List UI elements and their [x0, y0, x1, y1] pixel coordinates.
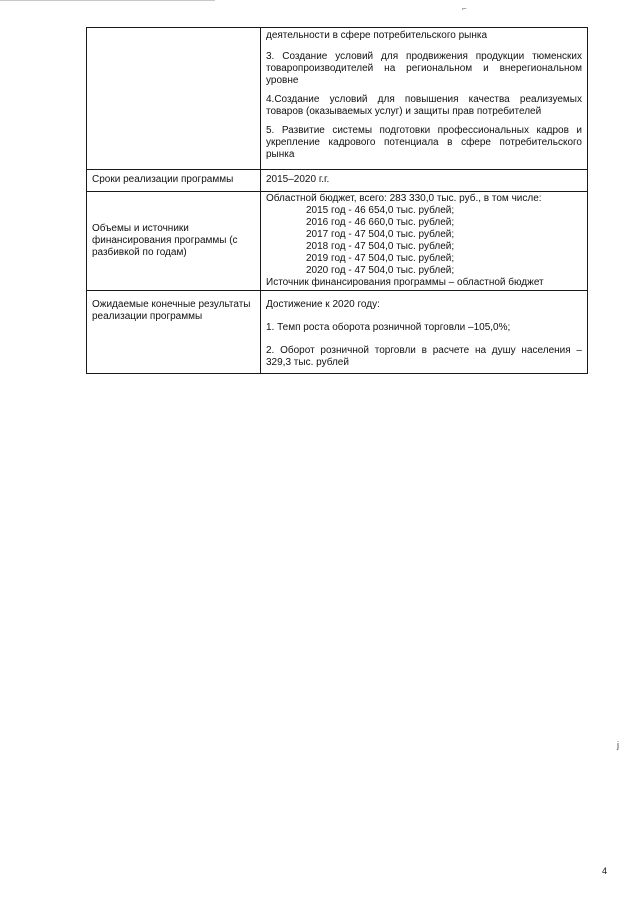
program-passport-table — [86, 27, 588, 374]
top-rule — [0, 0, 215, 1]
row-label-continued — [87, 28, 261, 170]
funding-year: 2018 год - 47 504,0 тыс. рублей; — [306, 241, 455, 252]
results-intro: Достижение к 2020 году: — [266, 299, 380, 310]
corner-mark: ⌐ — [462, 4, 467, 13]
funding-cell — [261, 192, 588, 291]
term-label: Сроки реализации программы — [87, 170, 261, 192]
margin-mark: ј — [617, 740, 619, 750]
funding-label: Объемы и источники финансирования программы (с разбивкой по годам) — [87, 192, 261, 291]
funding-year: 2020 год - 47 504,0 тыс. рублей; — [306, 265, 455, 276]
funding-year: 2015 год - 46 654,0 тыс. рублей; — [306, 205, 455, 216]
table-row — [87, 192, 588, 291]
term-value: 2015–2020 г.г. — [261, 170, 588, 192]
funding-year: 2017 год - 47 504,0 тыс. рублей; — [306, 229, 455, 240]
task-paragraph: 3. Создание условий для продвижения продукции тюменских товаропроизводителей на региональном и внерегиональном уровне — [266, 51, 582, 86]
table-row — [87, 28, 588, 170]
funding-intro: Областной бюджет, всего: 283 330,0 тыс. руб., в том числе: — [266, 193, 542, 204]
task-paragraph: 4.Создание условий для повышения качества реализуемых товаров (оказываемых услуг) и защиты прав потребителей — [266, 94, 582, 117]
page-number: 4 — [602, 866, 608, 876]
result-item: 1. Темп роста оборота розничной торговли –105,0%; — [266, 322, 511, 333]
task-paragraph: деятельности в сфере потребительского рынка — [266, 30, 488, 41]
funding-source: Источник финансирования программы – областной бюджет — [266, 277, 544, 288]
result-item: 2. Оборот розничной торговли в расчете на душу населения – 329,3 тыс. рублей — [266, 345, 582, 368]
table-row — [87, 170, 588, 192]
results-cell — [261, 291, 588, 374]
task-paragraph: 5. Развитие системы подготовки профессиональных кадров и укрепление кадрового потенциала в сфере потребительского рынка — [266, 125, 582, 160]
funding-year: 2019 год - 47 504,0 тыс. рублей; — [306, 253, 455, 264]
funding-year: 2016 год - 46 660,0 тыс. рублей; — [306, 217, 455, 228]
table-row — [87, 291, 588, 374]
results-label: Ожидаемые конечные результаты реализации программы — [87, 291, 261, 374]
tasks-cell — [261, 28, 588, 170]
